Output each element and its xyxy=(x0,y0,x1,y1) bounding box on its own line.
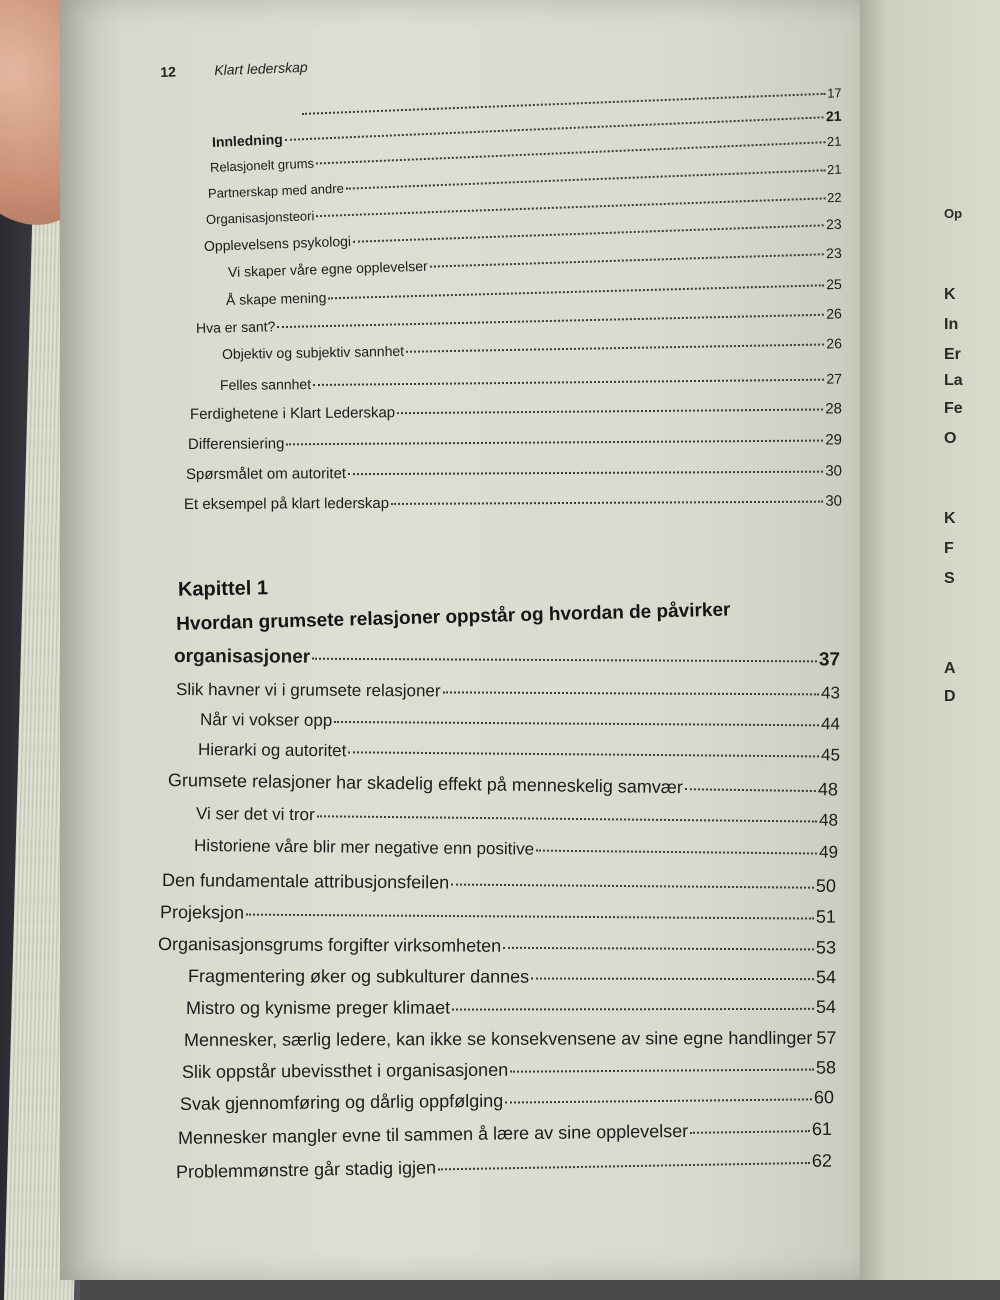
chapter-label: Kapittel 1 xyxy=(178,577,268,602)
leader-dots xyxy=(277,314,824,328)
leader-dots xyxy=(503,947,814,951)
toc-entry-page: 23 xyxy=(826,245,842,261)
toc-entry xyxy=(174,646,840,671)
toc-entry xyxy=(176,680,840,703)
toc-entry xyxy=(184,1028,836,1051)
toc-entry-page: 61 xyxy=(812,1119,832,1140)
toc-entry-title: Projeksjon xyxy=(160,902,244,924)
toc-entry-page: 60 xyxy=(814,1087,834,1108)
toc-entry xyxy=(160,902,836,928)
leader-dots xyxy=(690,1130,810,1134)
toc-entry-title: Den fundamentale attribusjonsfeilen xyxy=(162,870,449,894)
leader-dots xyxy=(328,284,824,299)
toc-entry xyxy=(186,997,836,1019)
toc-entry-title: Partnerskap med andre xyxy=(208,181,344,201)
toc-entry-page: 21 xyxy=(826,108,842,125)
toc-entry xyxy=(158,934,836,959)
leader-dots xyxy=(317,815,817,822)
toc-entry xyxy=(188,431,842,453)
toc-entry xyxy=(220,370,842,393)
right-page-fragment: A xyxy=(944,660,956,678)
toc-entry-title: Objektiv og subjektiv sannhet xyxy=(222,343,404,362)
right-page-fragment: K xyxy=(944,510,956,528)
toc-entry-title: Slik havner vi i grumsete relasjoner xyxy=(176,680,441,701)
toc-entry-title: Organisasjonsgrums forgifter virksomheten xyxy=(158,934,501,957)
toc-entry-title: Hierarki og autoritet xyxy=(198,740,347,761)
toc-entry-page: 25 xyxy=(826,276,842,292)
toc-entry-title: Når vi vokser opp xyxy=(200,710,332,731)
toc-entry-page: 30 xyxy=(825,493,842,510)
leader-dots xyxy=(313,379,824,386)
toc-entry-title: Mennesker mangler evne til sammen å lære av sine opplevelser xyxy=(178,1121,688,1149)
toc-entry-page: 21 xyxy=(827,134,842,150)
toc-entry xyxy=(180,1087,834,1115)
toc-entry xyxy=(194,836,838,863)
leader-dots xyxy=(316,197,825,217)
toc-entry-title: Et eksempel på klart lederskap xyxy=(184,495,389,513)
toc-entry-title: Grumsete relasjoner har skadelig effekt på menneskelig samvær xyxy=(168,770,683,798)
leader-dots xyxy=(510,1069,814,1073)
toc-entry xyxy=(198,740,840,766)
toc-entry-title: Felles sannhet xyxy=(220,376,311,393)
toc-entry-title: Slik oppstår ubevissthet i organisasjonen xyxy=(182,1060,508,1083)
toc-entry xyxy=(176,1151,832,1183)
leader-dots xyxy=(397,408,823,414)
toc-entry-page: 37 xyxy=(819,649,840,671)
toc-entry-page: 49 xyxy=(819,843,838,863)
toc-entry-page: 54 xyxy=(816,997,836,1018)
toc-entry-page: 51 xyxy=(816,907,836,928)
toc-entry-title: Svak gjennomføring og dårlig oppfølging xyxy=(180,1091,503,1115)
toc-entry-title: Spørsmålet om autoritet xyxy=(186,465,346,483)
toc-entry-page: 17 xyxy=(827,85,842,101)
toc-entry xyxy=(186,463,842,483)
leader-dots xyxy=(348,751,819,757)
toc-entry-page: 44 xyxy=(821,714,840,734)
toc-entry-page: 26 xyxy=(826,335,842,351)
leader-dots xyxy=(334,721,819,726)
toc-entry-page: 29 xyxy=(825,431,842,448)
toc-entry-title: Differensiering xyxy=(188,435,285,453)
toc-entry xyxy=(228,245,842,280)
right-page-fragment: F xyxy=(944,540,954,558)
leader-dots xyxy=(451,884,814,889)
toc-entry-page: 28 xyxy=(825,400,842,417)
toc-entry-title: Hva er sant? xyxy=(196,318,276,336)
toc-entry-title: Mistro og kynisme preger klimaet xyxy=(186,998,450,1019)
toc-entry-page: 48 xyxy=(819,811,838,831)
toc-entry-page: 58 xyxy=(816,1057,836,1078)
leader-dots xyxy=(316,141,825,164)
toc-entry xyxy=(168,770,838,800)
toc-entry xyxy=(184,493,842,513)
leader-dots xyxy=(286,440,823,446)
leader-dots xyxy=(312,658,817,663)
toc-entry-page: 48 xyxy=(818,779,838,800)
toc-entry-page: 54 xyxy=(816,967,836,988)
chapter-title-line1: Hvordan grumsete relasjoner oppstår og hvordan de påvirker xyxy=(176,599,731,636)
toc-entry-page: 62 xyxy=(812,1151,832,1172)
toc-entry-page: 57 xyxy=(816,1028,836,1049)
toc-entry xyxy=(200,710,840,734)
right-page-fragment: O xyxy=(944,430,956,448)
toc-entry-title: Innledning xyxy=(212,131,283,150)
toc-entry xyxy=(226,276,842,308)
toc-entry-page: 22 xyxy=(827,190,842,205)
toc-entry-title: organisasjoner xyxy=(174,646,310,669)
toc-entry-page: 43 xyxy=(821,683,840,703)
leader-dots xyxy=(353,224,824,242)
toc-entry-title: Å skape mening xyxy=(226,289,327,308)
toc-entry xyxy=(196,804,838,831)
toc-entry-page: 21 xyxy=(827,162,842,178)
right-page-fragment: La xyxy=(944,372,963,390)
toc-entry-title: Ferdighetene i Klart Lederskap xyxy=(190,404,395,423)
leader-dots xyxy=(505,1098,812,1103)
leader-dots xyxy=(348,471,823,475)
toc-entry-title: Organisasjonsteori xyxy=(206,208,315,227)
leader-dots xyxy=(246,914,814,920)
toc-entry-title: Relasjonelt grums xyxy=(210,156,315,175)
toc-entry-page: 27 xyxy=(826,370,842,386)
right-page-fragment: Er xyxy=(944,346,961,364)
leader-dots xyxy=(438,1162,810,1170)
right-page-fragment: Fe xyxy=(944,400,963,418)
toc-entry-page: 45 xyxy=(821,745,840,765)
toc-entry-page: 30 xyxy=(825,463,842,480)
toc-entry-title: Mennesker, særlig ledere, kan ikke se konsekvensene av sine egne handlinger xyxy=(184,1028,812,1051)
leader-dots xyxy=(391,501,823,505)
toc-entry-title: Vi skaper våre egne opplevelser xyxy=(228,258,428,280)
toc-entry-page: 26 xyxy=(826,305,842,321)
toc-entry-page: 23 xyxy=(826,216,842,233)
toc-entry-title: Problemmønstre går stadig igjen xyxy=(176,1157,436,1183)
running-title: Klart lederskap xyxy=(214,59,308,78)
right-page-fragment: Op xyxy=(944,206,962,221)
toc-entry-title: Fragmentering øker og subkulturer dannes xyxy=(188,966,529,988)
leader-dots xyxy=(536,850,817,855)
leader-dots xyxy=(685,788,816,792)
page-number: 12 xyxy=(160,63,176,80)
toc-entry-title: Historiene våre blir mer negative enn positive xyxy=(194,836,534,860)
leader-dots xyxy=(443,691,820,695)
right-page-fragment: D xyxy=(944,688,956,706)
toc-entry xyxy=(190,400,842,423)
leader-dots xyxy=(346,169,825,189)
toc-entry xyxy=(162,870,836,897)
toc-entry-page: 53 xyxy=(816,937,836,958)
toc-entry xyxy=(178,1119,832,1149)
toc-entry xyxy=(222,335,842,362)
toc-entry xyxy=(188,966,836,988)
leader-dots xyxy=(531,978,814,980)
right-page-fragment: K xyxy=(944,286,956,304)
leader-dots xyxy=(452,1008,814,1011)
toc-entry xyxy=(196,305,842,336)
right-page-fragment: S xyxy=(944,570,955,588)
leader-dots xyxy=(430,253,825,267)
toc-entry-title: Opplevelsens psykologi xyxy=(204,233,352,254)
toc-entry xyxy=(182,1057,836,1083)
toc-entry-title: Vi ser det vi tror xyxy=(196,804,315,825)
right-page-fragment: In xyxy=(944,316,958,334)
leader-dots xyxy=(406,343,824,352)
toc-entry-page: 50 xyxy=(816,876,836,897)
